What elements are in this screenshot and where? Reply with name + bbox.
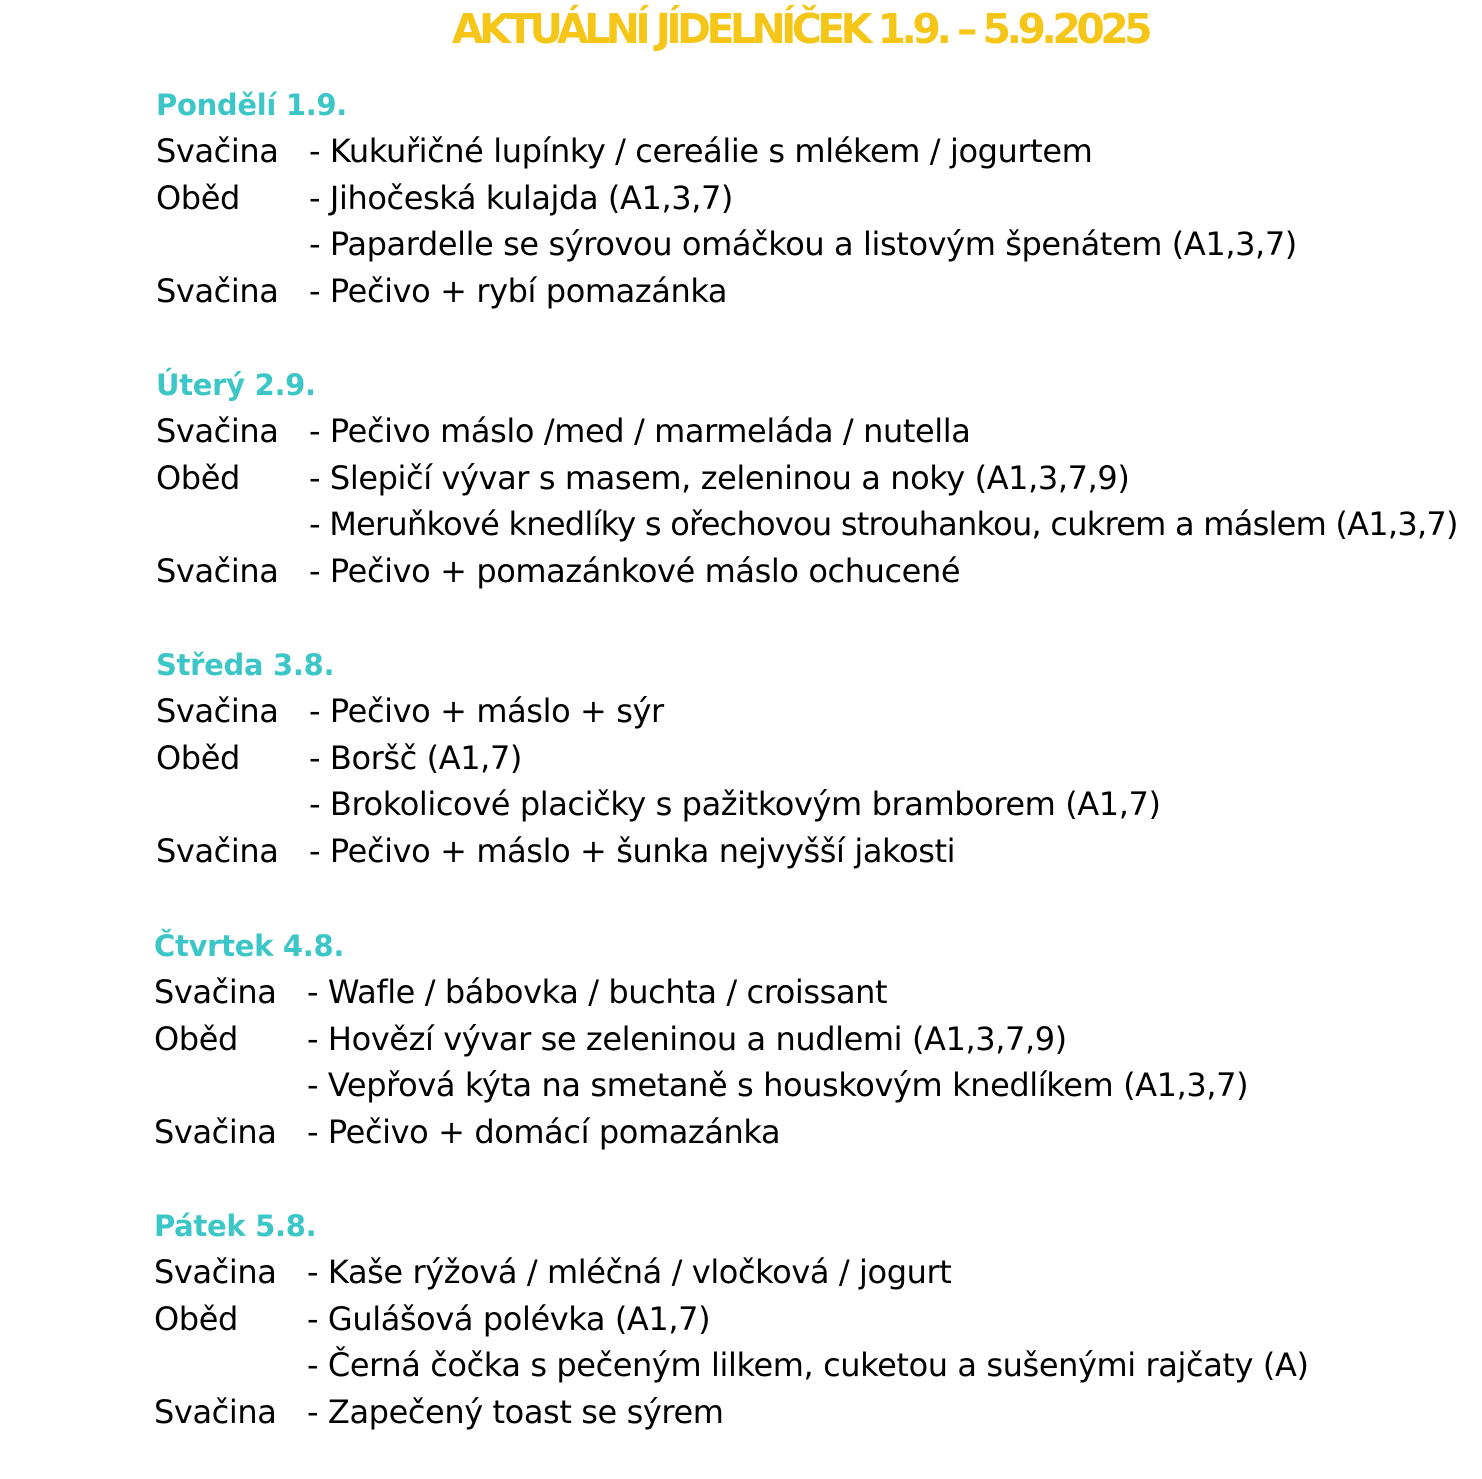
meal-row <box>154 1062 1249 1109</box>
meal-item: - Meruňkové knedlíky s ořechovou strouhankou, cukrem a máslem (A1,3,7) <box>309 505 1458 544</box>
meal-row <box>156 221 1297 268</box>
menu-title: AKTUÁLNÍ JÍDELNÍČEK 1.9. – 5.9.2025 <box>451 5 1149 53</box>
meal-row <box>154 1342 1309 1389</box>
meal-row <box>156 781 1161 828</box>
meal-item: - Brokolicové placičky s pažitkovým bramborem (A1,7) <box>309 785 1161 824</box>
meal-row <box>156 408 971 455</box>
meal-item: - Wafle / bábovka / buchta / croissant <box>307 973 888 1011</box>
meal-row <box>156 548 961 595</box>
meal-item: - Kaše rýžová / mléčná / vločková / jogurt <box>307 1253 952 1291</box>
day-monday <box>156 82 1297 315</box>
day-title: Středa 3.8. <box>156 648 335 682</box>
meal-item: - Pečivo + máslo + sýr <box>309 692 664 730</box>
meal-label: Oběd <box>154 1299 238 1338</box>
meal-item: - Gulášová polévka (A1,7) <box>307 1299 711 1338</box>
meal-row <box>156 455 1130 502</box>
day-title: Pátek 5.8. <box>154 1209 317 1243</box>
meal-label: Svačina <box>156 692 279 730</box>
meal-row <box>156 735 522 782</box>
meal-label: Svačina <box>156 412 279 450</box>
meal-row <box>154 1249 952 1296</box>
meal-label: Svačina <box>156 132 279 170</box>
day-friday <box>154 1203 1309 1436</box>
meal-label: Svačina <box>154 1393 277 1432</box>
meal-label: Svačina <box>154 973 277 1011</box>
meal-row <box>156 688 664 735</box>
meal-label: Oběd <box>156 178 240 217</box>
meal-item: - Papardelle se sýrovou omáčkou a listovým špenátem (A1,3,7) <box>309 225 1297 264</box>
meal-item: - Jihočeská kulajda (A1,3,7) <box>309 178 734 217</box>
meal-row <box>154 1016 1067 1063</box>
meal-item: - Vepřová kýta na smetaně s houskovým knedlíkem (A1,3,7) <box>307 1066 1249 1105</box>
meal-label: Svačina <box>156 552 279 591</box>
day-wednesday <box>156 642 1161 875</box>
meal-row <box>156 128 1093 175</box>
meal-row <box>154 969 888 1016</box>
meal-row <box>154 1109 781 1156</box>
meal-item: - Pečivo + domácí pomazánka <box>307 1113 781 1152</box>
day-thursday <box>154 923 1249 1156</box>
meal-row <box>156 175 734 222</box>
meal-label: Svačina <box>156 272 279 311</box>
meal-item: - Kukuřičné lupínky / cereálie s mlékem / jogurtem <box>309 132 1093 170</box>
meal-row <box>154 1389 724 1436</box>
day-tuesday <box>156 362 1458 595</box>
meal-item: - Boršč (A1,7) <box>309 738 522 777</box>
meal-row <box>156 501 1458 548</box>
meal-item: - Pečivo máslo /med / marmeláda / nutella <box>309 412 971 450</box>
meal-label: Oběd <box>156 738 240 777</box>
meal-label: Svačina <box>154 1113 277 1152</box>
meal-item: - Slepičí vývar s masem, zeleninou a noky (A1,3,7,9) <box>309 458 1130 497</box>
meal-label: Oběd <box>156 458 240 497</box>
day-title: Úterý 2.9. <box>156 368 316 402</box>
meal-item: - Černá čočka s pečeným lilkem, cuketou a sušenými rajčaty (A) <box>307 1346 1309 1385</box>
meal-row <box>156 828 956 875</box>
meal-label: Oběd <box>154 1019 238 1058</box>
meal-item: - Hovězí vývar se zeleninou a nudlemi (A1,3,7,9) <box>307 1019 1067 1058</box>
meal-label: Svačina <box>154 1253 277 1291</box>
meal-item: - Zapečený toast se sýrem <box>307 1393 724 1432</box>
meal-item: - Pečivo + rybí pomazánka <box>309 272 728 311</box>
day-title: Pondělí 1.9. <box>156 88 348 122</box>
meal-row <box>156 268 728 315</box>
meal-item: - Pečivo + máslo + šunka nejvyšší jakosti <box>309 832 956 871</box>
meal-label: Svačina <box>156 832 279 871</box>
day-title: Čtvrtek 4.8. <box>154 929 345 963</box>
meal-item: - Pečivo + pomazánkové máslo ochucené <box>309 552 961 591</box>
meal-row <box>154 1296 711 1343</box>
